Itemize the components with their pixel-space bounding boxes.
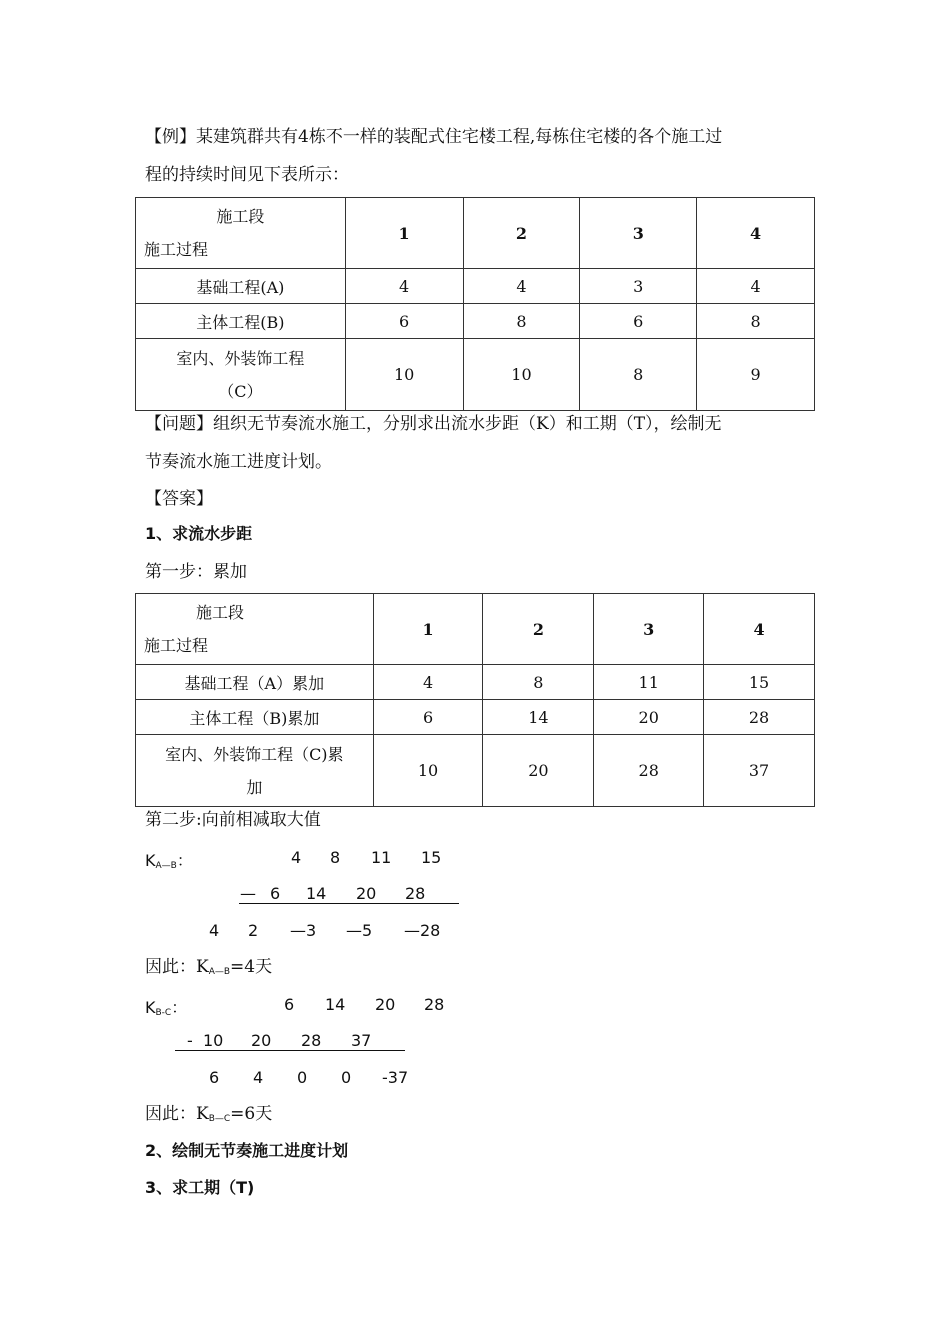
table-cell: 20: [594, 700, 704, 735]
table-cell: 6: [580, 304, 697, 339]
kab-underline: [239, 903, 459, 904]
row-label-line: 室内、外装饰工程: [176, 348, 305, 368]
corner-bottom-label: 施工过程: [144, 636, 209, 655]
kbc-label-sub: B-C: [155, 1008, 172, 1018]
corner-bottom-label: 施工过程: [144, 240, 209, 259]
table-cell: 6: [345, 304, 463, 339]
kbc-row1-value: 6: [284, 995, 295, 1014]
section-heading-1: 1、求流水步距: [145, 524, 253, 543]
row-label: [136, 735, 374, 807]
question-line-1: 【问题】组织无节奏流水施工，分别求出流水步距（K）和工期（T），绘制无: [145, 414, 722, 434]
kbc-row1-value: 20: [375, 995, 396, 1014]
step-2-label: 第二步:向前相减取大值: [145, 810, 321, 830]
kbc-result-sub: B—C: [208, 1114, 231, 1124]
kbc-row3-value: 6: [209, 1068, 220, 1087]
corner-top-label: 施工段: [216, 207, 265, 226]
kbc-row1-value: 14: [325, 995, 346, 1014]
kbc-label-main: K: [145, 998, 156, 1017]
table-cell: 11: [594, 665, 704, 700]
column-header: 3: [580, 198, 697, 269]
table-cell: 10: [345, 339, 463, 411]
kbc-row3-value: 4: [253, 1068, 264, 1087]
table-cell: 4: [345, 269, 463, 304]
row-label: 主体工程(B): [136, 304, 346, 339]
table-cell: 37: [704, 735, 815, 807]
kab-minus-sign: —: [240, 884, 256, 903]
table-cell: 15: [704, 665, 815, 700]
column-header: 2: [483, 594, 594, 665]
kab-result-sub: A—B: [208, 967, 231, 977]
kab-row2-value: 28: [405, 884, 426, 903]
column-header: 3: [594, 594, 704, 665]
kab-result-suffix: =4天: [230, 957, 273, 977]
kab-row1-value: 8: [330, 848, 341, 867]
section-heading-2: 2、绘制无节奏施工进度计划: [145, 1141, 349, 1160]
row-label-line: 室内、外装饰工程（C)累: [165, 744, 344, 764]
kbc-underline: [175, 1050, 405, 1051]
column-header: 1: [373, 594, 483, 665]
kbc-row3-value: 0: [341, 1068, 352, 1087]
table-cell: 28: [594, 735, 704, 807]
table-row: [136, 339, 815, 411]
kab-row1-value: 11: [371, 848, 392, 867]
kbc-row3-value: 0: [297, 1068, 308, 1087]
answer-label: 【答案】: [145, 489, 213, 509]
row-label-line: （C）: [218, 381, 263, 401]
column-header: 2: [463, 198, 580, 269]
kbc-result: [145, 1104, 272, 1129]
table-cell: 8: [697, 304, 815, 339]
kbc-label: [145, 995, 187, 1018]
table-row: [136, 269, 815, 304]
table-cell: 3: [580, 269, 697, 304]
table-row: [136, 735, 815, 807]
corner-top-label: 施工段: [196, 603, 245, 622]
kbc-row3-value: -37: [382, 1068, 409, 1087]
kbc-row2-value: 28: [301, 1031, 322, 1050]
table-cell: 8: [580, 339, 697, 411]
kab-row1-value: 4: [291, 848, 302, 867]
kab-row3-value: —28: [404, 921, 441, 940]
question-line-2: 节奏流水施工进度计划。: [145, 452, 332, 472]
table-row: [136, 304, 815, 339]
table-cell: 6: [373, 700, 483, 735]
row-label: 主体工程（B)累加: [136, 700, 374, 735]
kab-row2-value: 6: [270, 884, 281, 903]
kab-label-sub: A—B: [155, 861, 177, 871]
kab-result-prefix: 因此：K: [145, 957, 209, 977]
row-label: [136, 339, 346, 411]
duration-table: [135, 197, 815, 411]
kab-result: [145, 957, 272, 982]
table-row: [136, 665, 815, 700]
table-cell: 4: [373, 665, 483, 700]
kab-label-colon: ：: [176, 851, 193, 870]
row-label-line: 加: [246, 777, 263, 797]
table-cell: 10: [373, 735, 483, 807]
kbc-result-suffix: =6天: [230, 1104, 273, 1124]
kab-row3-value: —3: [290, 921, 317, 940]
table-corner-header: [136, 198, 346, 269]
kab-row2-value: 14: [306, 884, 327, 903]
table-cell: 4: [463, 269, 580, 304]
table-cell: 4: [697, 269, 815, 304]
section-heading-3: 3、求工期（T): [145, 1178, 255, 1197]
kbc-row1-value: 28: [424, 995, 445, 1014]
cumulative-table: [135, 593, 815, 807]
kbc-minus-sign: -: [187, 1031, 193, 1050]
table-cell: 8: [483, 665, 594, 700]
intro-line-1: 【例】某建筑群共有4栋不一样的装配式住宅楼工程,每栋住宅楼的各个施工过: [145, 127, 723, 147]
kab-row3-value: 2: [248, 921, 259, 940]
kbc-result-prefix: 因此：K: [145, 1104, 209, 1124]
intro-line-2: 程的持续时间见下表所示：: [145, 165, 349, 185]
kab-row3-value: 4: [209, 921, 220, 940]
step-1-label: 第一步：累加: [145, 562, 247, 582]
table-row: [136, 700, 815, 735]
kab-label-main: K: [145, 851, 156, 870]
column-header: 4: [704, 594, 815, 665]
table-cell: 14: [483, 700, 594, 735]
row-label: 基础工程(A): [136, 269, 346, 304]
column-header: 1: [345, 198, 463, 269]
kab-row3-value: —5: [346, 921, 373, 940]
table-corner-header: [136, 594, 374, 665]
kab-row2-value: 20: [356, 884, 377, 903]
table-cell: 28: [704, 700, 815, 735]
table-cell: 8: [463, 304, 580, 339]
table-cell: 20: [483, 735, 594, 807]
row-label: 基础工程（A）累加: [136, 665, 374, 700]
table-cell: 10: [463, 339, 580, 411]
kbc-row2-value: 20: [251, 1031, 272, 1050]
table-cell: 9: [697, 339, 815, 411]
kbc-row2-value: 37: [351, 1031, 372, 1050]
kab-label: [145, 848, 193, 871]
kbc-row2-value: 10: [203, 1031, 224, 1050]
kab-row1-value: 15: [421, 848, 442, 867]
column-header: 4: [697, 198, 815, 269]
kbc-label-colon: ：: [171, 998, 188, 1017]
